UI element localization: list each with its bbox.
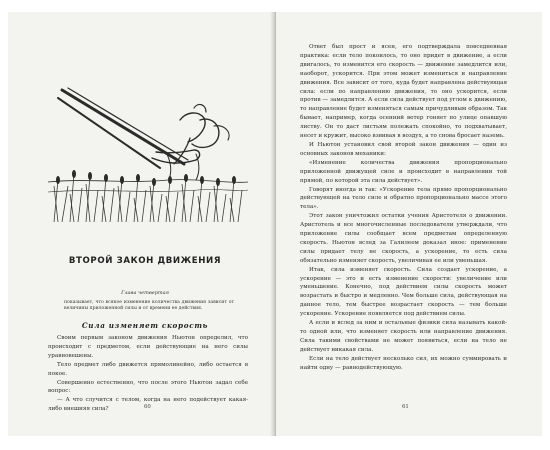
left-page <box>8 12 274 436</box>
right-body-text <box>300 43 507 373</box>
chapter-title: ВТОРОЙ ЗАКОН ДВИЖЕНИЯ <box>68 256 222 266</box>
page-number-left: 60 <box>144 404 151 410</box>
page-number-right: 61 <box>402 404 409 410</box>
paragraph: Совершенно естественно, что после этого Ньютон задал себе вопрос: <box>48 379 248 395</box>
paragraph: Говорят иногда и так: «Ускорение тела прямо пропорционально действующей на тело силе и обратно пропорционально массе этого тела». <box>300 186 507 211</box>
paragraph: И Ньютон установил свой второй закон движения — один из основных законов механики: <box>300 141 507 157</box>
paragraph: Если на тело действует несколько сил, их можно суммировать и найти одну — равнодействующую. <box>300 355 507 371</box>
paragraph: А если и вслед за ним и остальные физики сила называть какой-то одной или, что изменяет скорость или направление движения. Сила такими свойствами не может появиться, если на тело не действует никакая сила. <box>300 320 507 353</box>
left-body-text <box>48 334 248 414</box>
paragraph: «Изменение количества движения пропорционально приложенной движущей силе и происходит в направлении той прямой, по которой эта сила действует». <box>300 159 507 184</box>
chapter-label: Глава четвертая <box>121 290 169 296</box>
swing-illustration <box>48 54 248 222</box>
section-title: Сила изменяет скорость <box>81 321 209 330</box>
paragraph: Итак, сила изменяет скорость. Сила создает ускорение, а ускорение — это и есть изменение скорости: увеличение или уменьшение. Конечно, под действием силы скорость может возрастать и быстро и медленно. Чем больше сила, действующая на данное тело, тем быстрее возрастает скорость — тем больше ускорение. Ускорение появляется под действием силы. <box>300 266 507 318</box>
paragraph: Тело предмет либо движется прямолинейно, либо остается в покое. <box>48 361 248 377</box>
book-spread <box>8 12 542 436</box>
paragraph: Этот закон уничтожил остатки учения Аристотеля о движении. Аристотель и все многочисленные последователи утверждали, что приложение силы сообщает всем предметам определенную скорость. Ньютон вслед за Галилеем доказал иное: применение силы придает телу не скорость, а ускорение, то есть сила обязательно изменяет скорость, увеличивая ее или уменьшая. <box>300 213 507 264</box>
paragraph: — А что случится с телом, когда на него подействует какая-либо внешняя сила? <box>48 397 248 413</box>
paragraph: Своим первым законом движения Ньютон определил, что происходит с предметом, если действующие на него силы уравновешены. <box>48 335 248 359</box>
paragraph: Ответ был прост и ясен, его подтверждала повседневная практика: если тело покоилось, то оно придет в движение, а если двигалось, то изменится его скорость — движение замедлится или, наоборот, ускорится. При этом может измениться и направление движения. Все зависит от того, куда будет направлена действующая сила: если по направлению движения, то оно ускорится, если против — замедлится. А если сила действует под углом к движению, то направление будет изменяться самым причудливым образом. Так бывает, например, когда осенний ветер гоняет по улице опавшую листву. Он то даст листьям полежать спокойно, то подхватывает, несет и кружит, высоко взвивая в воздух, а то снова бросает наземь. <box>300 44 507 140</box>
chapter-summary: показывает, что всякое изменение количества движения зависит от величины приложенной силы и от времени ее действия. <box>64 300 234 312</box>
